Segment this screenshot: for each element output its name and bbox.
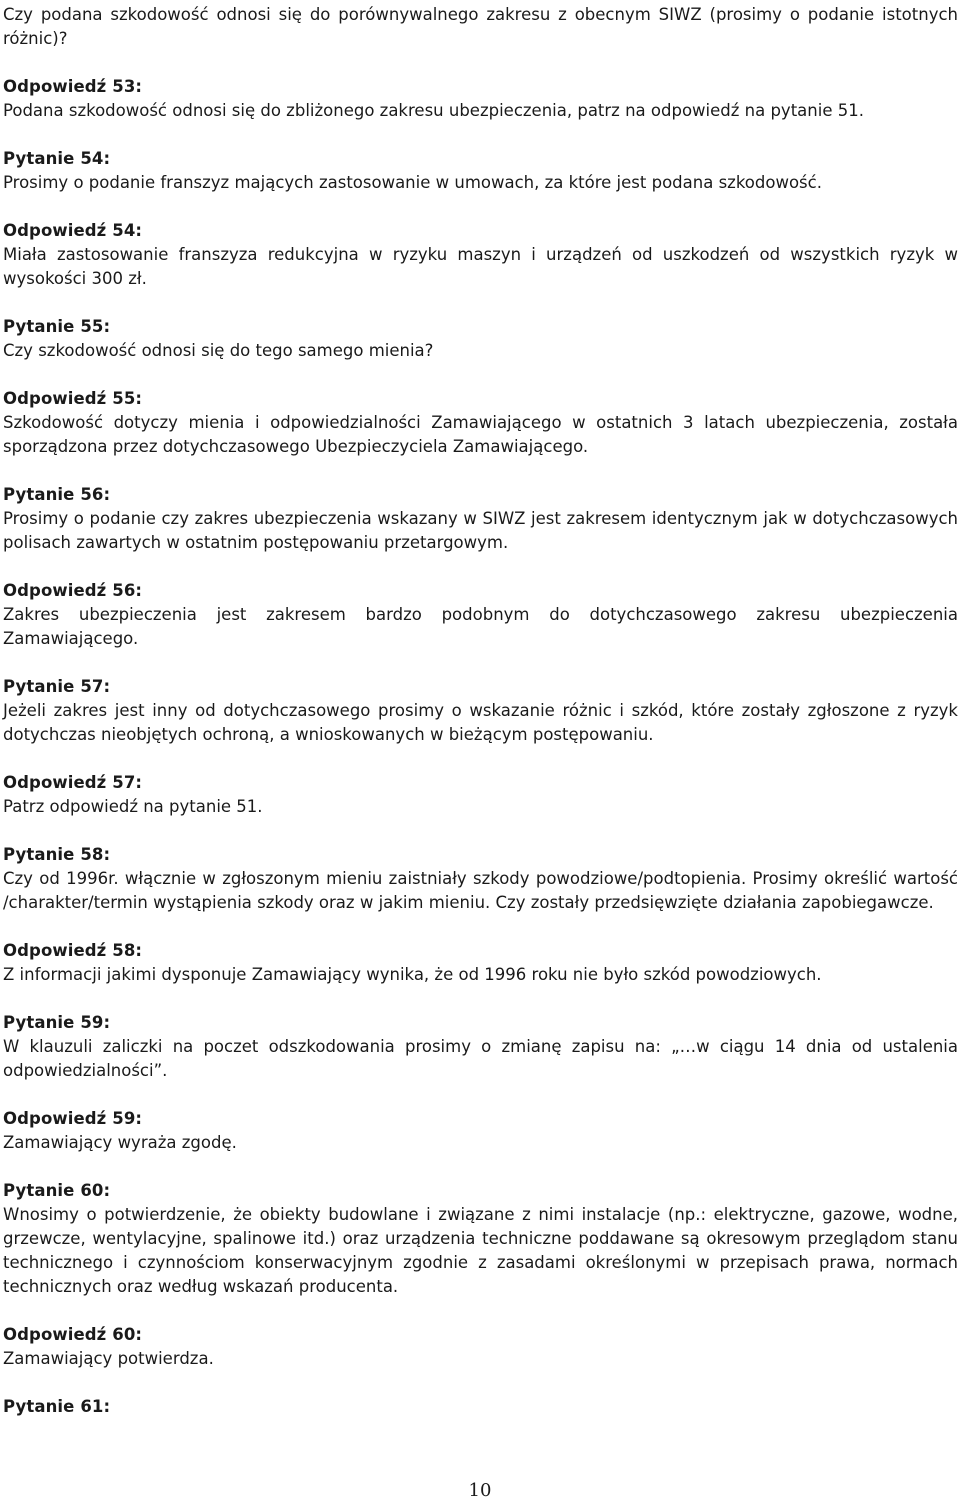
qa-block-question-55 xyxy=(3,315,958,363)
qa-heading: Odpowiedź 60: xyxy=(3,1325,143,1344)
document-page xyxy=(3,0,958,1419)
qa-block-answer-58 xyxy=(3,939,958,987)
qa-heading: Pytanie 59: xyxy=(3,1013,111,1032)
qa-heading: Odpowiedź 58: xyxy=(3,941,143,960)
qa-text: Podana szkodowość odnosi się do zbliżonego zakresu ubezpieczenia, patrz na odpowiedź na pytanie 51. xyxy=(3,101,864,120)
qa-heading: Odpowiedź 59: xyxy=(3,1109,143,1128)
qa-heading: Odpowiedź 54: xyxy=(3,221,143,240)
qa-text: Zamawiający potwierdza. xyxy=(3,1349,214,1368)
qa-heading: Pytanie 54: xyxy=(3,149,111,168)
qa-block-answer-56 xyxy=(3,579,958,651)
qa-text: W klauzuli zaliczki na poczet odszkodowania prosimy o zmianę zapisu na: „…w ciągu 14 dnia od ustalenia odpowiedzialności”. xyxy=(3,1037,958,1080)
qa-block-question-59 xyxy=(3,1011,958,1083)
qa-heading: Pytanie 61: xyxy=(3,1397,111,1416)
qa-text: Czy szkodowość odnosi się do tego samego mienia? xyxy=(3,341,434,360)
qa-text: Prosimy o podanie czy zakres ubezpieczenia wskazany w SIWZ jest zakresem identycznym jak w dotychczasowych polisach zawartych w ostatnim postępowaniu przetargowym. xyxy=(3,509,958,552)
qa-block-question-61 xyxy=(3,1395,958,1419)
qa-heading: Odpowiedź 53: xyxy=(3,77,143,96)
qa-text: Jeżeli zakres jest inny od dotychczasowego prosimy o wskazanie różnic i szkód, które zostały zgłoszone z ryzyk dotychczas nieobjętych ochroną, a wnioskowanych w bieżącym postępowaniu. xyxy=(3,701,958,744)
qa-text: Prosimy o podanie franszyz mających zastosowanie w umowach, za które jest podana szkodowość. xyxy=(3,173,822,192)
qa-text: Miała zastosowanie franszyza redukcyjna w ryzyku maszyn i urządzeń od uszkodzeń od wszystkich ryzyk w wysokości 300 zł. xyxy=(3,245,958,288)
qa-heading: Pytanie 55: xyxy=(3,317,111,336)
qa-text: Z informacji jakimi dysponuje Zamawiający wynika, że od 1996 roku nie było szkód powodziowych. xyxy=(3,965,822,984)
intro-paragraph: Czy podana szkodowość odnosi się do porównywalnego zakresu z obecnym SIWZ (prosimy o podanie istotnych różnic)? xyxy=(3,5,958,48)
qa-block-question-58 xyxy=(3,843,958,915)
qa-text: Czy od 1996r. włącznie w zgłoszonym mieniu zaistniały szkody powodziowe/podtopienia. Prosimy określić wartość /charakter/termin wystąpienia szkody oraz w jakim mieniu. Czy zostały przedsięwzięte działania zapobiegawcze. xyxy=(3,869,958,912)
qa-heading: Pytanie 58: xyxy=(3,845,111,864)
qa-block-question-60 xyxy=(3,1179,958,1299)
qa-block-answer-53 xyxy=(3,75,958,123)
page-number: 10 xyxy=(468,1480,492,1501)
qa-block-answer-57 xyxy=(3,771,958,819)
qa-heading: Odpowiedź 55: xyxy=(3,389,143,408)
qa-block-answer-59 xyxy=(3,1107,958,1155)
qa-block-question-54 xyxy=(3,147,958,195)
qa-block-answer-54 xyxy=(3,219,958,291)
qa-text: Wnosimy o potwierdzenie, że obiekty budowlane i związane z nimi instalacje (np.: elektryczne, gazowe, wodne, grzewcze, wentylacyjne, spalinowe itd.) oraz urządzenia techniczne poddawane są okresowym przeglądom stanu technicznego i czynnościom konserwacyjnym zgodnie z zasadami określonymi w przepisach prawa, normach technicznych oraz według wskazań producenta. xyxy=(3,1205,958,1296)
qa-block-question-56 xyxy=(3,483,958,555)
qa-heading: Pytanie 60: xyxy=(3,1181,111,1200)
qa-heading: Odpowiedź 56: xyxy=(3,581,143,600)
qa-text: Szkodowość dotyczy mienia i odpowiedzialności Zamawiającego w ostatnich 3 latach ubezpieczenia, została sporządzona przez dotychczasowego Ubezpieczyciela Zamawiającego. xyxy=(3,413,958,456)
qa-block-question-57 xyxy=(3,675,958,747)
qa-heading: Pytanie 57: xyxy=(3,677,111,696)
qa-text: Patrz odpowiedź na pytanie 51. xyxy=(3,797,263,816)
qa-text: Zakres ubezpieczenia jest zakresem bardzo podobnym do dotychczasowego zakresu ubezpieczenia Zamawiającego. xyxy=(3,605,958,648)
qa-heading: Pytanie 56: xyxy=(3,485,111,504)
qa-block-answer-55 xyxy=(3,387,958,459)
qa-text: Zamawiający wyraża zgodę. xyxy=(3,1133,237,1152)
qa-heading: Odpowiedź 57: xyxy=(3,773,143,792)
qa-block-answer-60 xyxy=(3,1323,958,1371)
